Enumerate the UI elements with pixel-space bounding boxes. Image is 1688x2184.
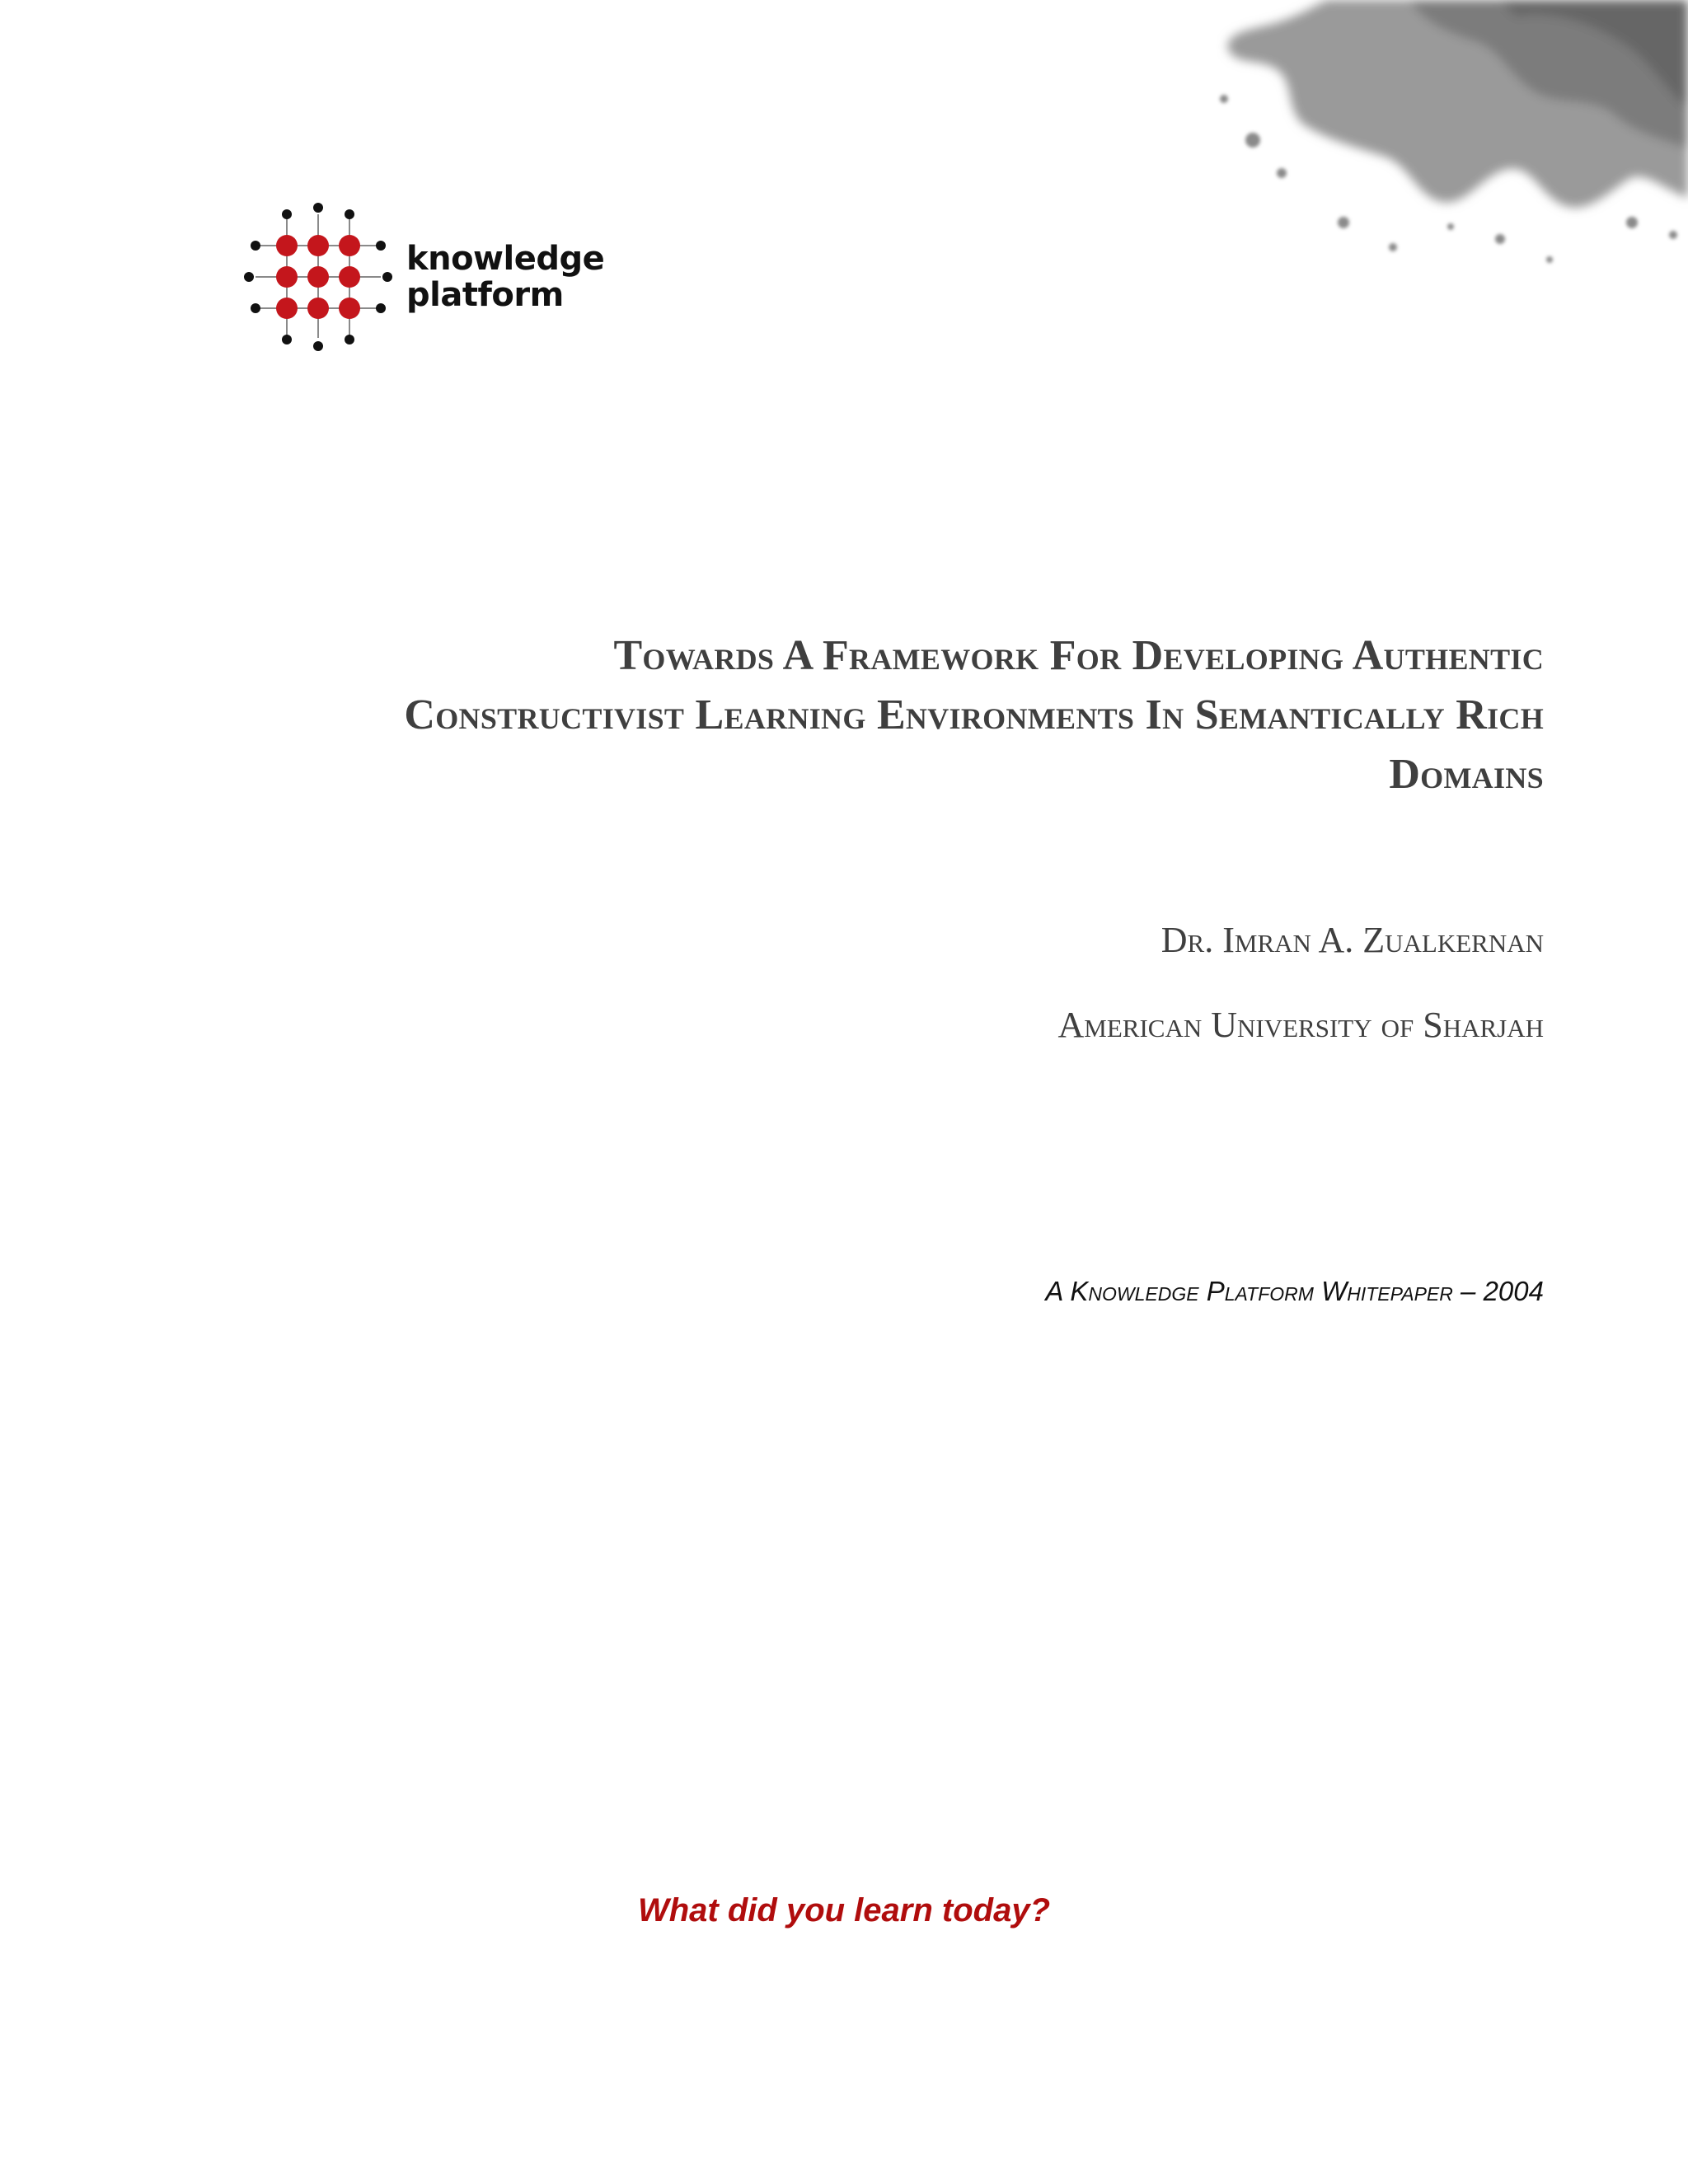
author-affiliation: American University of Sharjah	[1057, 1005, 1544, 1045]
title-line-3: Domains	[1389, 751, 1544, 798]
logo-line-2: platform	[406, 276, 564, 314]
logo-wordmark	[406, 241, 604, 313]
document-title	[209, 626, 1544, 804]
title-line-1: Towards A Framework For Developing Authentic	[613, 632, 1544, 679]
tagline: What did you learn today?	[637, 1892, 1051, 1929]
company-logo	[239, 198, 668, 354]
logo-line-1: knowledge	[406, 240, 605, 278]
title-line-2: Constructivist Learning Environments In Semantically Rich	[404, 691, 1544, 738]
knowledge-platform-logo-icon	[239, 198, 404, 354]
ink-splash-decoration	[1203, 0, 1688, 280]
whitepaper-label: A Knowledge Platform Whitepaper – 2004	[1045, 1276, 1544, 1306]
author-name: Dr. Imran A. Zualkernan	[1160, 920, 1544, 960]
